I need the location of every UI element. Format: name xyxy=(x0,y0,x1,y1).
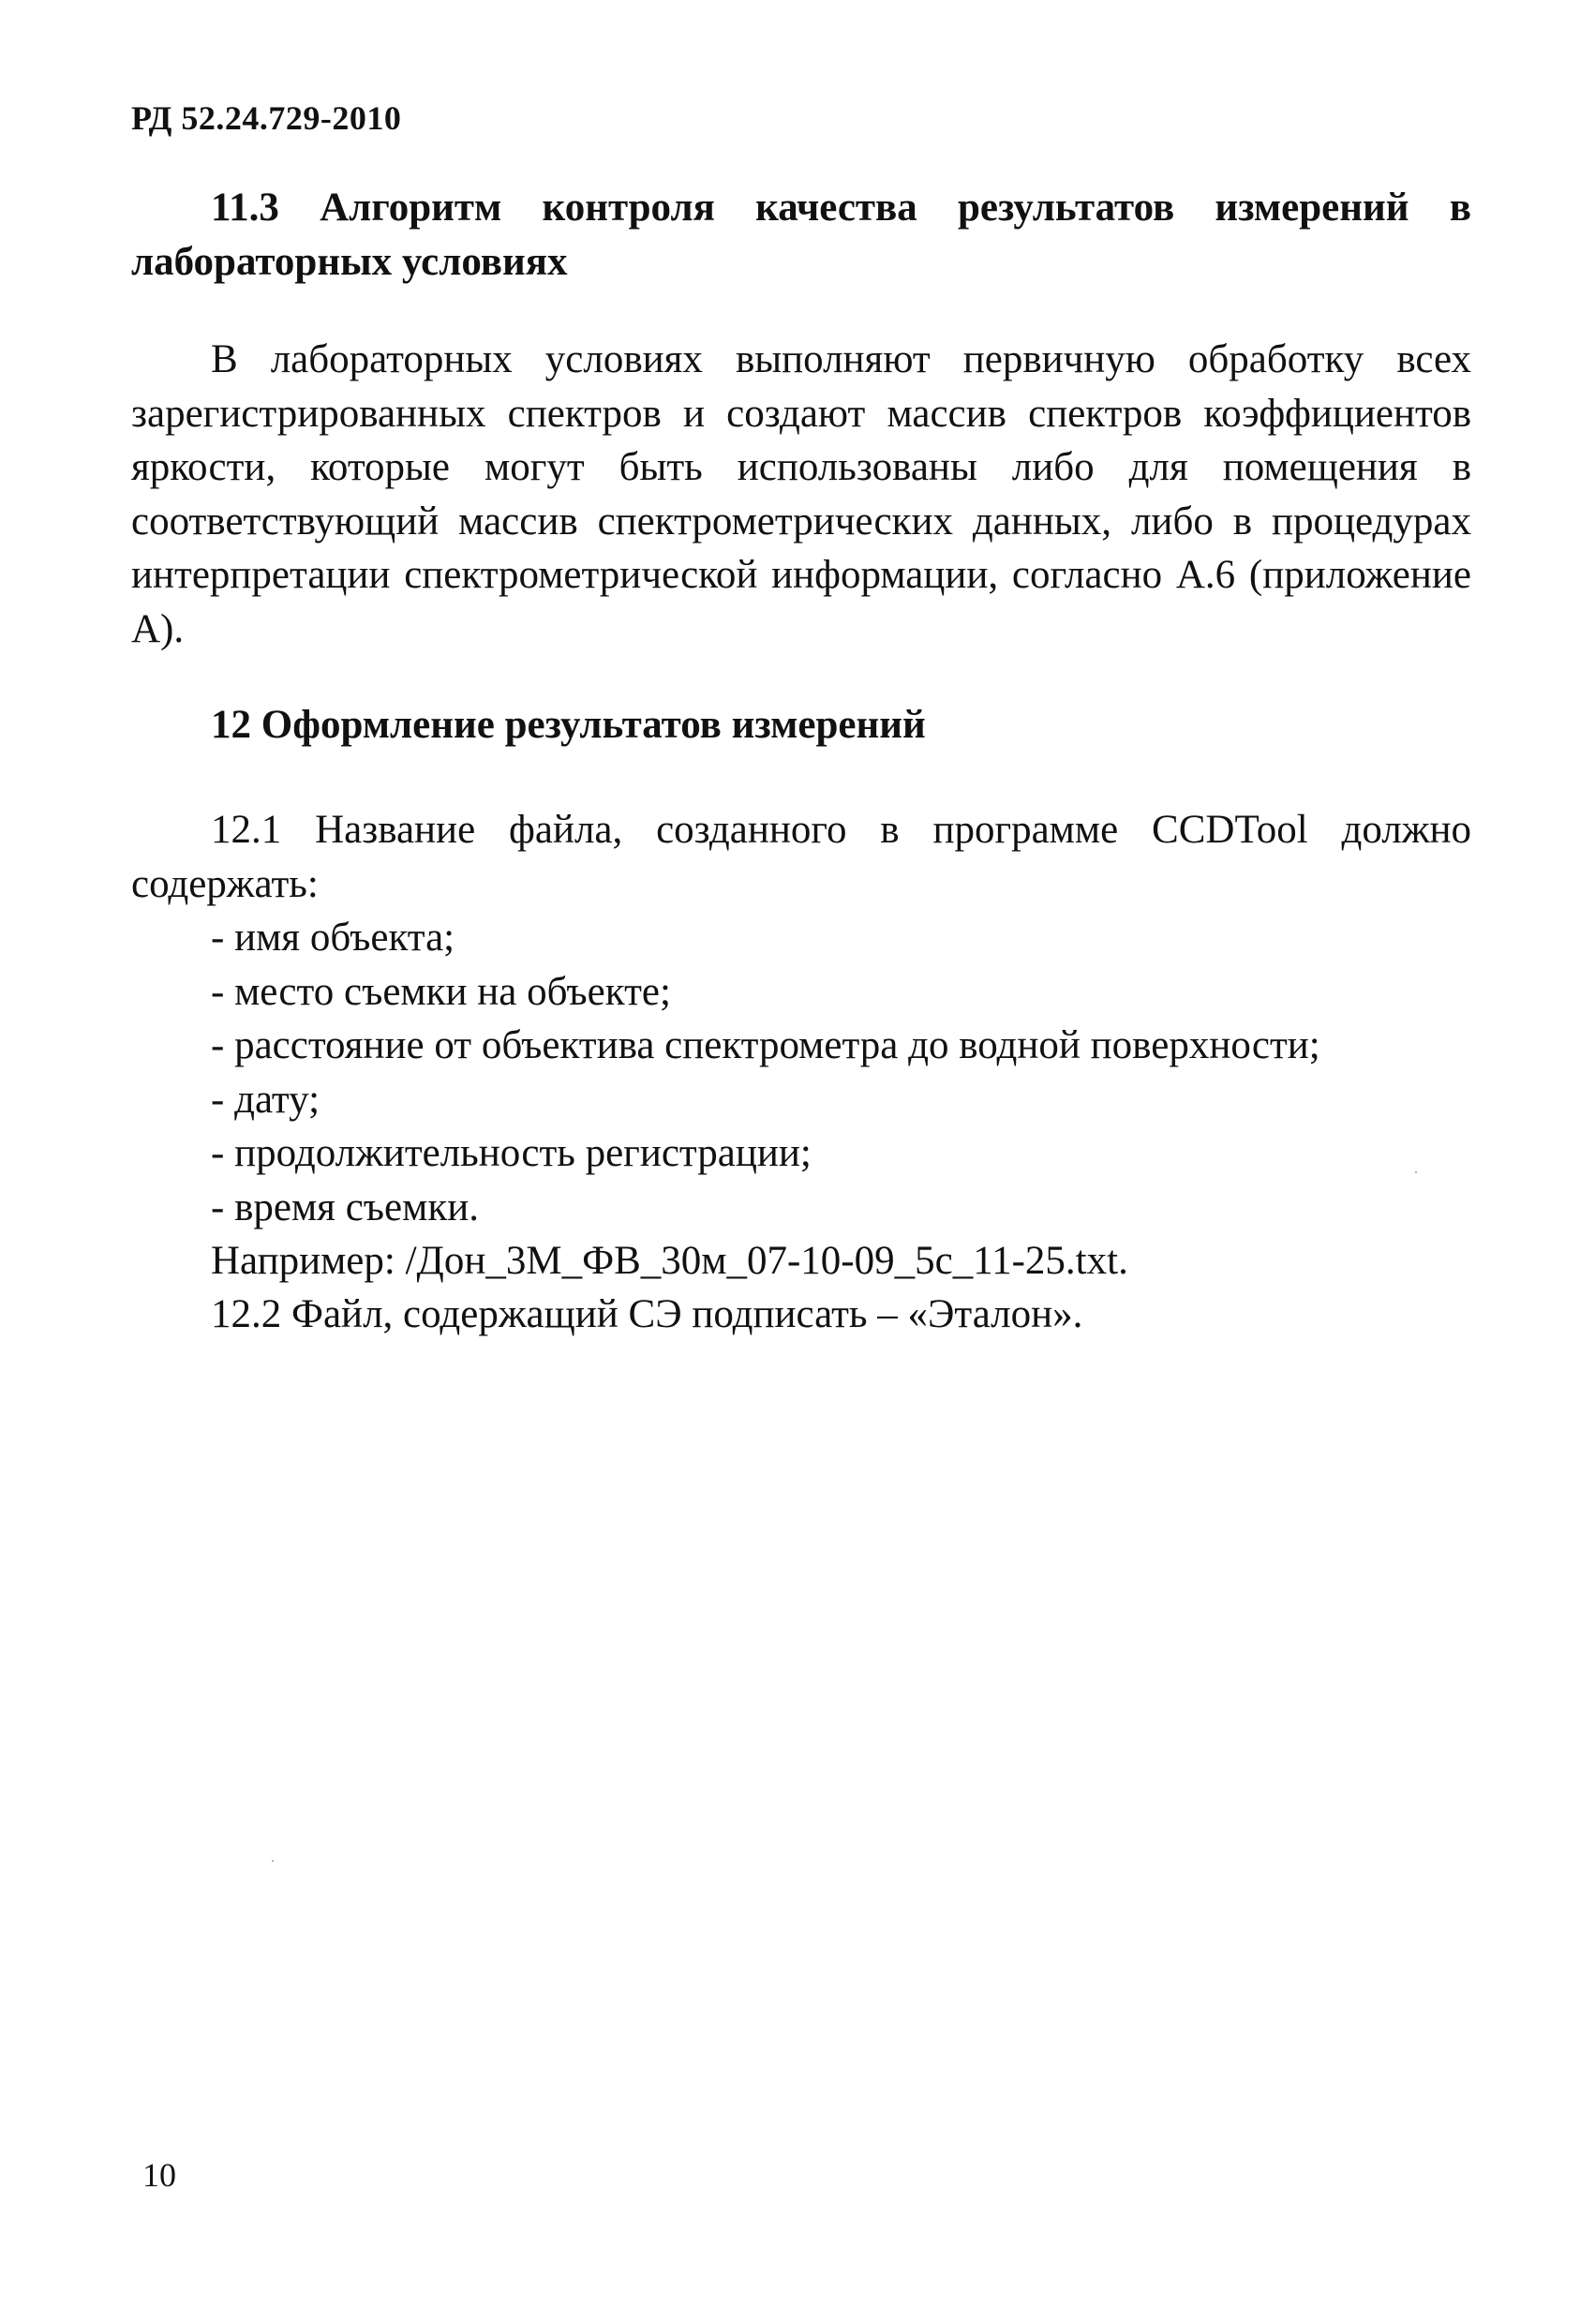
paragraph-12-2: 12.2 Файл, содержащий СЭ подписать – «Эталон». xyxy=(211,1292,1083,1336)
list-item: - дату; xyxy=(211,1077,320,1122)
section-11-3-paragraph: В лабораторных условиях выполняют первичную обработку всех зарегистрированных спектров и создают массив спектров коэффициентов яркости, которые могут быть использованы либо для помещения в соответствующий массив спектрометрических данных, либо в процедурах интерпретации спектрометрической информации, согласно А.6 (приложение А). xyxy=(131,337,1471,651)
list-item: - продолжительность регистрации; xyxy=(211,1131,812,1175)
paragraph-12-1: 12.1 Название файла, созданного в программе CCDTool должно содержать: xyxy=(131,808,1471,906)
page-number: 10 xyxy=(142,2156,176,2194)
section-12-title: 12 Оформление результатов измерений xyxy=(211,703,926,747)
section-11-3-title: 11.3 Алгоритм контроля качества результатов измерений в лабораторных условиях xyxy=(131,186,1471,284)
filename-example: Например: /Дон_3М_ФВ_30м_07-10-09_5с_11-25.txt. xyxy=(211,1239,1128,1283)
list-item: - время съемки. xyxy=(211,1184,479,1229)
scan-speck xyxy=(272,1860,274,1862)
list-item: - расстояние от объектива спектрометра до водной поверхности; xyxy=(211,1023,1320,1067)
scan-speck xyxy=(1415,1171,1417,1173)
list-item: - имя объекта; xyxy=(211,916,455,960)
filename-requirements-list xyxy=(211,911,1320,1234)
list-item: - место съемки на объекте; xyxy=(211,969,671,1014)
document-code: РД 52.24.729-2010 xyxy=(131,99,402,137)
